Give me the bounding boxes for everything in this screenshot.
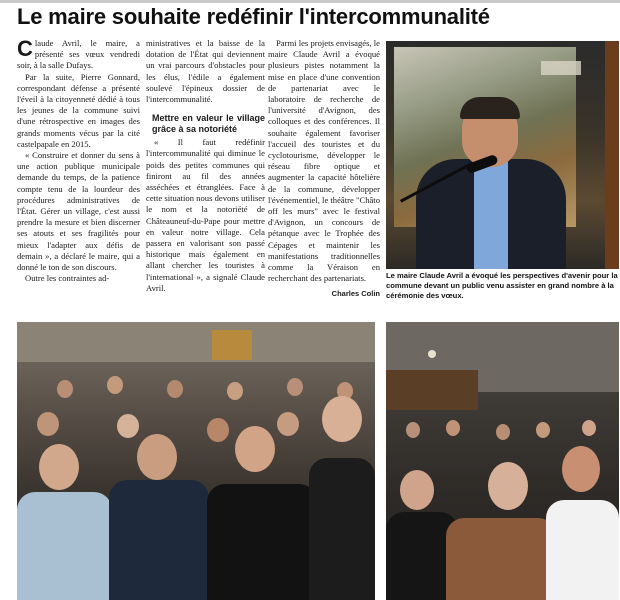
byline: Charles Colin <box>331 289 380 299</box>
audience-head <box>582 420 596 436</box>
hall-door <box>212 330 252 360</box>
audience-head <box>400 470 434 510</box>
body-paragraph: « Il faut redéfinir l'intercommunalité qui diminue le poids des petites communes qui finiront au fil des années asséchées et étranglées. Face à cette situation nous devons utiliser le nom et la notoriété de Châteauneuf-du-Pape pour mettre en valeur notre village. Cela passera en valorisant son passé historique mais également en allant chercher les touristes à l'international », a signalé Claude Avril. <box>146 137 265 293</box>
body-paragraph: « Construire et donner du sens à une action publique municipale demande du temps, de la patience compte tenu de la lourdeur des procédures administratives de l'État. Gérer un village, c'est aussi prendre la mesure et bien discerner ses atouts et ses fragilités pour mieux l'adapter aux défis de demain », a déclaré le maire, qui a donné le ton de son discours. <box>17 150 140 273</box>
body-paragraph: ministratives et la baisse de la dotation de l'État qui deviennent un vrai parcours d'obstacles pour les élus, l'édile a également soulevé l'épineux dossier de l'intercommunalité. <box>146 38 265 105</box>
audience-head <box>57 380 73 398</box>
audience-head <box>207 418 229 442</box>
audience-head <box>446 420 460 436</box>
audience-photo-left <box>17 322 375 600</box>
audience-head <box>167 380 183 398</box>
lead-text: laude Avril, le maire, a présenté ses vœux vendredi soir, à la salle Dufays. <box>17 38 140 71</box>
body-paragraph: Parmi les projets envisagés, le maire Claude Avril a évoqué plusieurs pistes notamment la mise en place d'une convention de partenariat avec le laboratoire de recherche de l'université d'Avignon, des colloques et des conférences. Il souhaite également favoriser l'accueil des touristes et du cyclotourisme, développer le réseau fibre optique et augmenter la capacité hôtelière de la commune, développer l'événementiel, le théâtre "Châto off les murs" avec le festival d'Avignon, un concours de pétanque avec le Trophée des Cépages et maintenir les manifestations traditionnelles comme la Véraison en recherchant des partenariats. <box>268 38 380 284</box>
drop-cap: C <box>17 36 33 61</box>
audience-head <box>117 414 139 438</box>
body-paragraph: Outre les contraintes ad- <box>25 273 110 284</box>
article-column-1 <box>17 38 140 284</box>
speaker-shirt <box>474 161 508 269</box>
screen-logo <box>541 61 581 75</box>
mayor-speech-photo <box>386 41 619 269</box>
ceiling-lamp-icon <box>428 350 436 358</box>
audience-head <box>406 422 420 438</box>
audience-head <box>536 422 550 438</box>
audience-body <box>546 500 619 600</box>
speaker-hair <box>460 97 520 119</box>
audience-head <box>488 462 528 510</box>
audience-head <box>137 434 177 480</box>
subheading: Mettre en valeur le village grâce à sa notoriété <box>152 113 265 134</box>
audience-photo-right <box>386 322 619 600</box>
audience-head <box>37 412 59 436</box>
audience-head <box>277 412 299 436</box>
audience-head <box>107 376 123 394</box>
audience-body <box>109 480 209 600</box>
hall-wall <box>17 322 375 362</box>
audience-head <box>227 382 243 400</box>
lead-paragraph <box>17 38 140 72</box>
audience-head <box>562 446 600 492</box>
audience-body <box>17 492 112 600</box>
top-rule <box>0 0 620 3</box>
audience-head <box>496 424 510 440</box>
audience-head <box>287 378 303 396</box>
body-paragraph: Par la suite, Pierre Gonnard, correspondant défense a présenté l'éveil à la citoyenneté dédié à tous les jeunes de la commune suivi d'une rétrospective en images des grands moments vécus par la cité castelpapale en 2015. <box>17 71 140 149</box>
audience-head <box>39 444 79 490</box>
audience-body <box>207 484 317 600</box>
door-frame <box>605 41 619 269</box>
audience-head <box>322 396 362 442</box>
headline: Le maire souhaite redéfinir l'intercommunalité <box>17 4 490 29</box>
audience-body <box>309 458 375 600</box>
audience-body <box>446 518 556 600</box>
audience-head <box>235 426 275 472</box>
article-column-3 <box>268 38 380 300</box>
article-column-2 <box>146 38 265 294</box>
hall-door <box>386 370 478 410</box>
photo-caption: Le maire Claude Avril a évoqué les perspectives d'avenir pour la commune devant un public venu assister en grand nombre à la cérémonie des vœux. <box>386 271 618 300</box>
